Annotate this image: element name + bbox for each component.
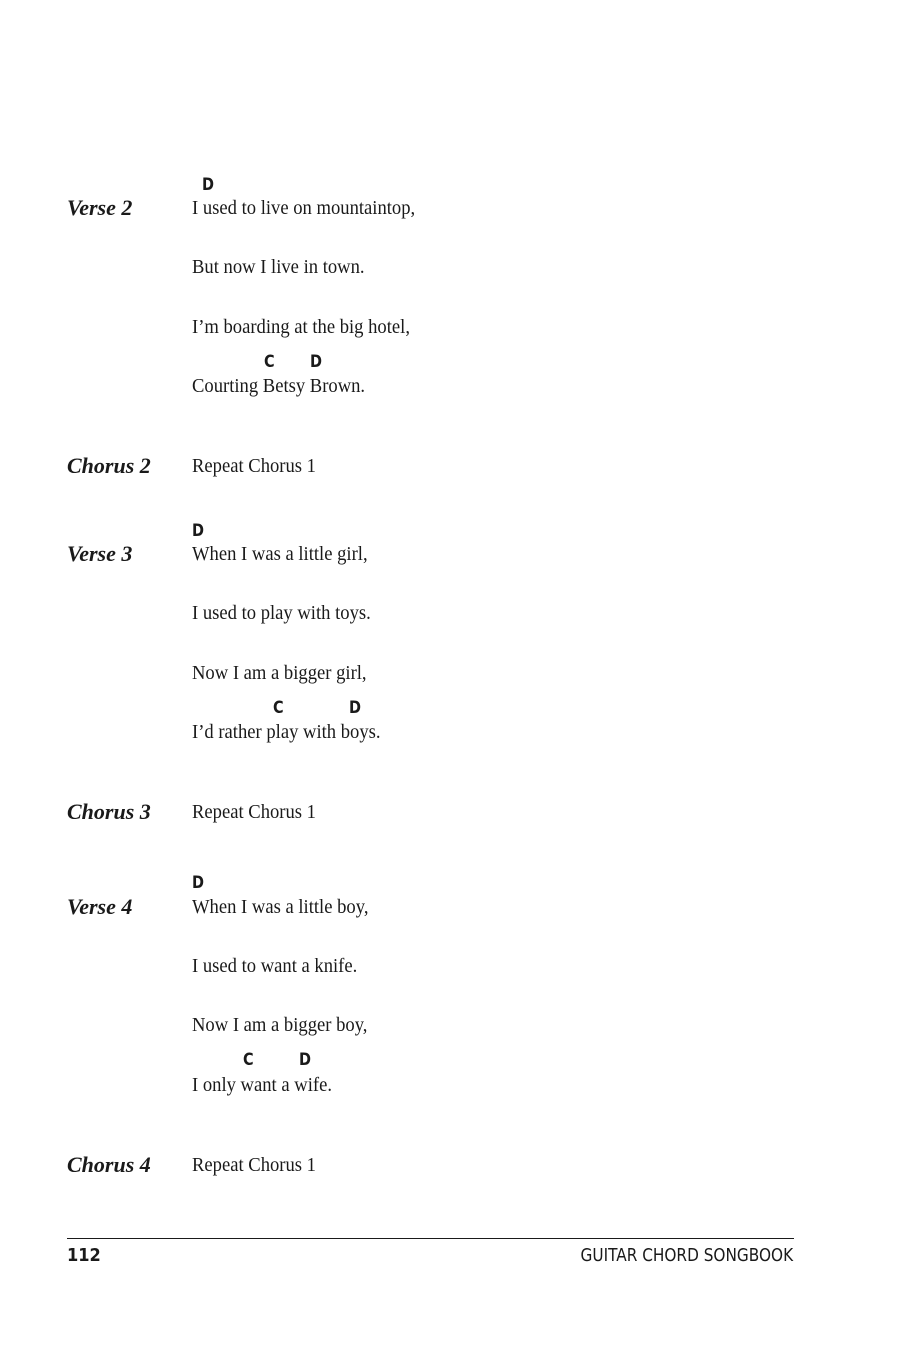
chord-symbol: D — [299, 1050, 312, 1070]
chord-symbol: C — [264, 352, 275, 372]
repeat-instruction: Repeat Chorus 1 — [192, 455, 316, 477]
chord-symbol: D — [202, 175, 215, 195]
chord-symbol: D — [192, 873, 205, 893]
lyric-line: When I was a little girl, — [192, 543, 368, 565]
section-label-chorus-4: Chorus 4 — [67, 1152, 151, 1177]
chord-symbol: D — [310, 352, 323, 372]
lyric-line: Now I am a bigger boy, — [192, 1014, 368, 1036]
running-footer-title: GUITAR CHORD SONGBOOK — [580, 1245, 793, 1266]
chord-symbol: D — [192, 521, 205, 541]
lyric-line: When I was a little boy, — [192, 896, 369, 918]
repeat-instruction: Repeat Chorus 1 — [192, 1154, 316, 1176]
section-label-verse-2: Verse 2 — [67, 195, 133, 220]
lyric-line: I used to live on mountaintop, — [192, 197, 416, 219]
footer-divider — [67, 1238, 794, 1239]
lyric-line: Now I am a bigger girl, — [192, 662, 367, 684]
lyric-line: I used to play with toys. — [192, 602, 371, 624]
chord-symbol: D — [349, 698, 362, 718]
lyric-line: I’m boarding at the big hotel, — [192, 316, 410, 338]
section-label-chorus-3: Chorus 3 — [67, 799, 151, 824]
chord-symbol: C — [273, 698, 284, 718]
lyric-line: I’d rather play with boys. — [192, 721, 381, 743]
section-label-verse-4: Verse 4 — [67, 894, 133, 919]
repeat-instruction: Repeat Chorus 1 — [192, 801, 316, 823]
section-label-chorus-2: Chorus 2 — [67, 453, 151, 478]
page-number: 112 — [67, 1245, 101, 1266]
lyric-line: Courting Betsy Brown. — [192, 375, 366, 397]
section-label-verse-3: Verse 3 — [67, 541, 133, 566]
lyric-line: But now I live in town. — [192, 256, 365, 278]
lyric-line: I used to want a knife. — [192, 955, 358, 977]
chord-symbol: C — [243, 1050, 254, 1070]
lyric-line: I only want a wife. — [192, 1074, 332, 1096]
